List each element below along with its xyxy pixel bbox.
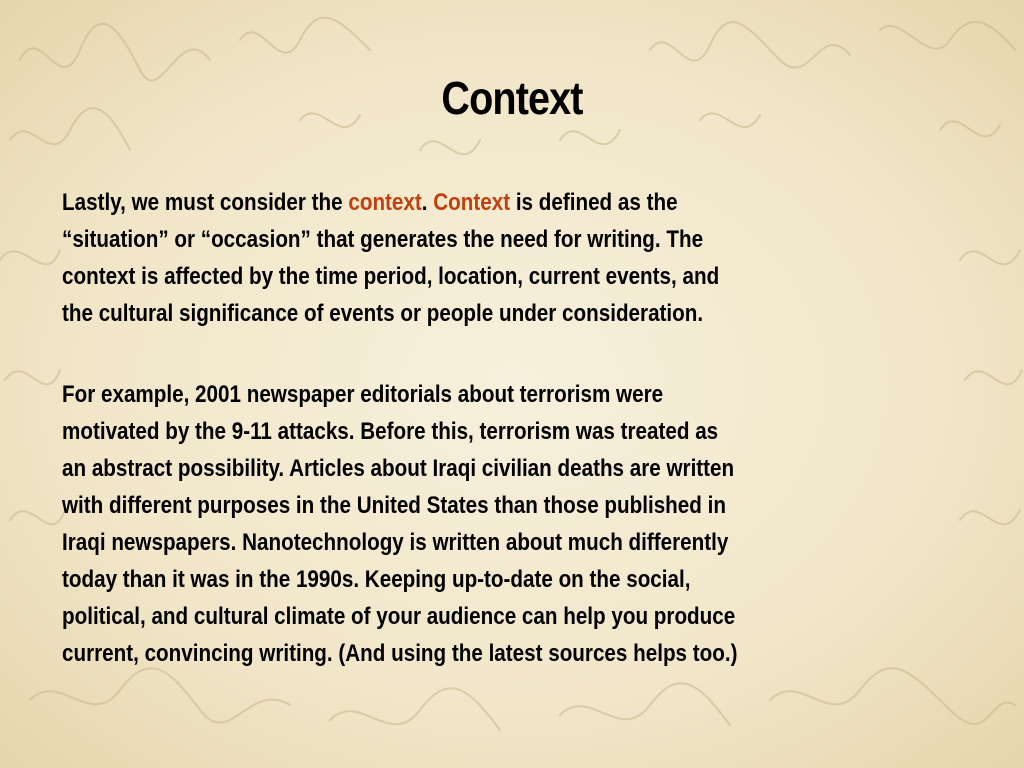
slide-title: Context [441, 72, 583, 124]
paragraph-definition [62, 184, 948, 332]
paragraph-example [62, 376, 948, 672]
paragraph-line: Iraqi newspapers. Nanotechnology is written about much differently [62, 529, 729, 556]
paragraph-line: For example, 2001 newspaper editorials about terrorism were [62, 381, 664, 408]
paragraph-line: an abstract possibility. Articles about Iraqi civilian deaths are written [62, 455, 735, 482]
paragraph-line: today than it was in the 1990s. Keeping up-to-date on the social, [62, 566, 691, 593]
paragraph-line: “situation” or “occasion” that generates the need for writing. The [62, 226, 704, 253]
text-run: is defined as the [510, 189, 678, 216]
paragraph-line: political, and cultural climate of your audience can help you produce [62, 603, 736, 630]
paragraph-line: the cultural significance of events or people under consideration. [62, 300, 704, 327]
paragraph-line: motivated by the 9-11 attacks. Before this, terrorism was treated as [62, 418, 719, 445]
paragraph-line: current, convincing writing. (And using the latest sources helps too.) [62, 640, 738, 667]
paragraph-line: context is affected by the time period, location, current events, and [62, 263, 720, 290]
paragraph-line: with different purposes in the United States than those published in [62, 492, 726, 519]
text-run: Lastly, we must consider the [62, 189, 349, 216]
paragraph-line [62, 184, 948, 221]
keyword-context-capital: Context [433, 189, 511, 216]
text-run: . [421, 189, 434, 216]
keyword-context: context [348, 189, 422, 216]
